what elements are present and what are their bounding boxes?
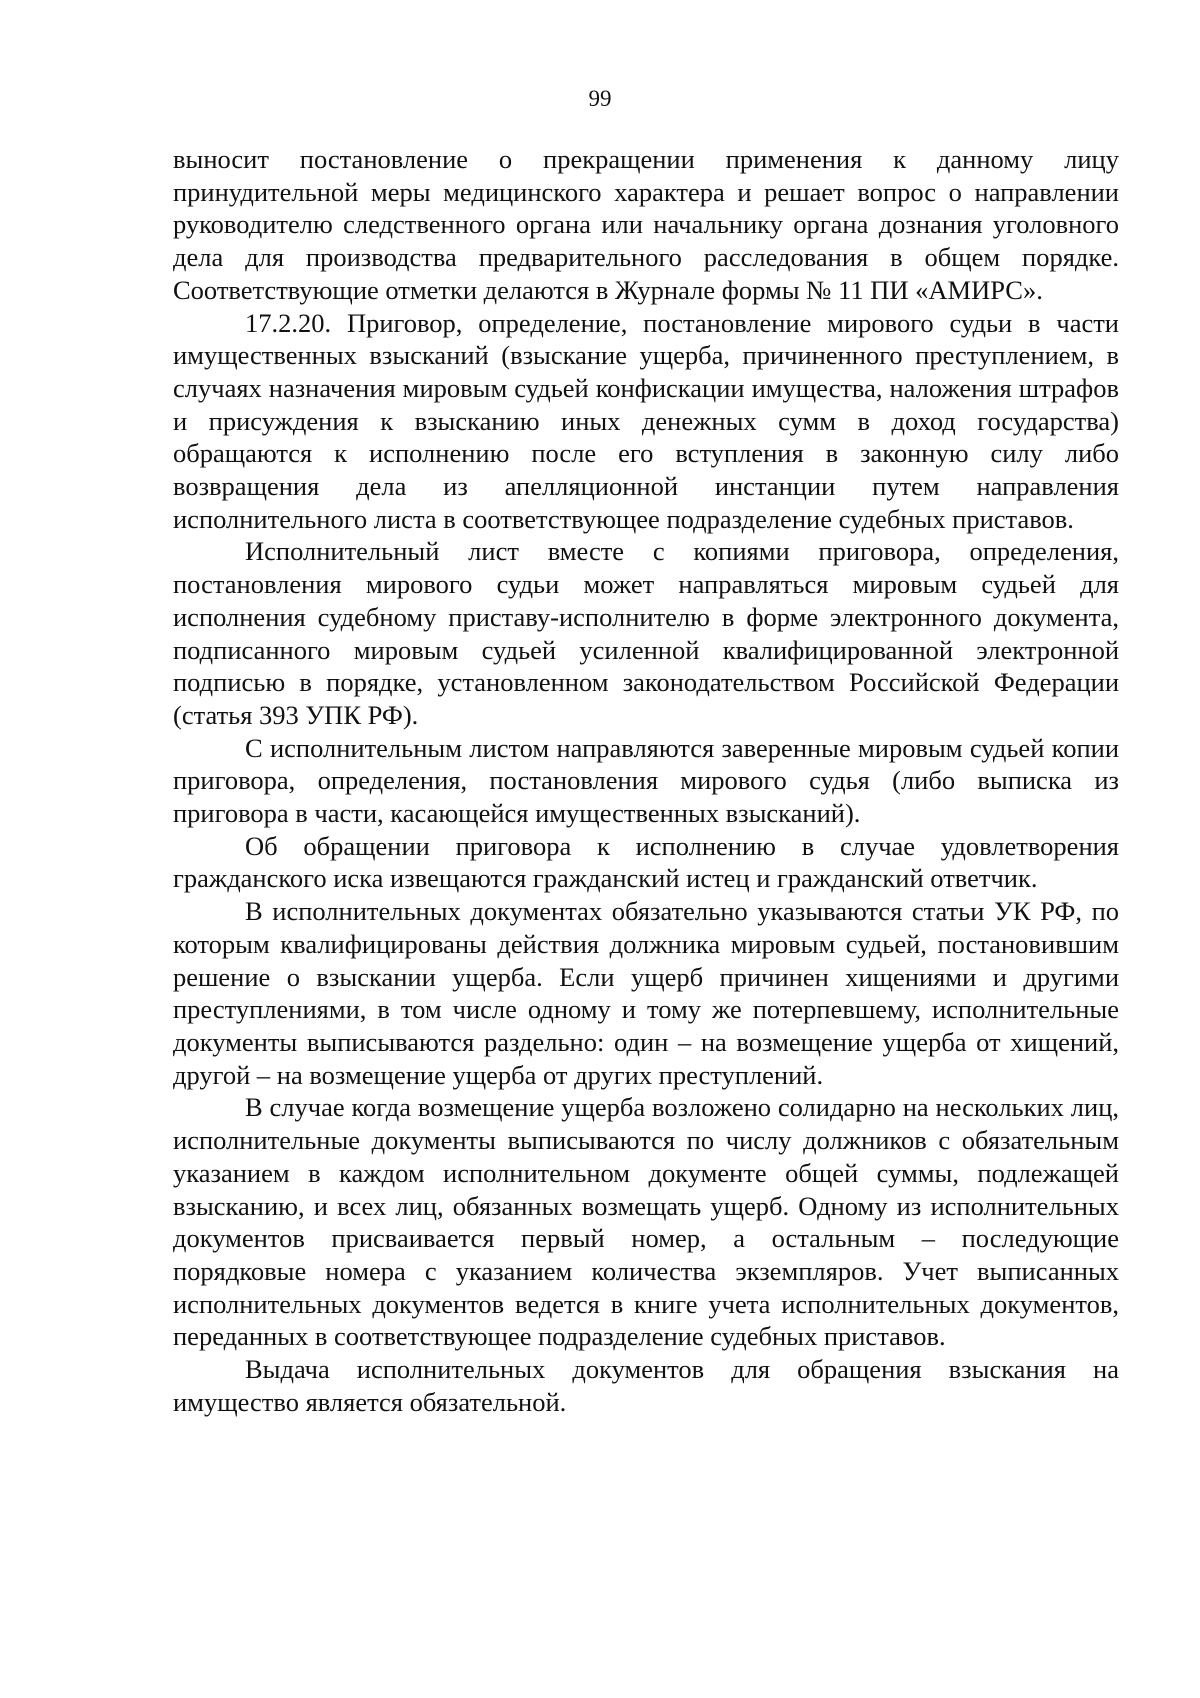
page-number: 99 — [588, 86, 612, 111]
paragraph-17-2-20: 17.2.20. Приговор, определение, постановление мирового судьи в части имущественных взысканий (взыскание ущерба, причиненного преступлением, в случаях назначения мировым судьей конфискации имущества, наложения штрафов и присуждения к взысканию иных денежных сумм в доход государства) обращаются к исполнению после его вступления в законную силу либо возвращения дела из апелляционной инстанции путем направления исполнительного листа в соответствующее подразделение судебных приставов. — [173, 307, 1119, 534]
paragraph-joint-liability: В случае когда возмещение ущерба возложено солидарно на нескольких лиц, исполнительные документы выписываются по числу должников с обязательным указанием в каждом исполнительном документе общей суммы, подлежащей взысканию, и всех лиц, обязанных возмещать ущерб. Одному из исполнительных документов присваивается первый номер, а остальным – последующие порядковые номера с указанием количества экземпляров. Учет выписанных исполнительных документов ведется в книге учета исполнительных документов, переданных в соответствующее подразделение судебных приставов. — [173, 1092, 1119, 1352]
paragraph-issuance-mandatory: Выдача исполнительных документов для обращения взыскания на имущество является обязательной. — [173, 1354, 1119, 1417]
document-body — [173, 143, 1119, 1418]
paragraph-criminal-code-articles: В исполнительных документах обязательно указываются статьи УК РФ, по которым квалифицированы действия должника мировым судьей, постановившим решение о взыскании ущерба. Если ущерб причинен хищениями и другими преступлениями, в том числе одному и тому же потерпевшему, исполнительные документы выписываются раздельно: один – на возмещение ущерба от хищений, другой – на возмещение ущерба от других преступлений. — [173, 896, 1119, 1090]
paragraph-electronic-writ: Исполнительный лист вместе с копиями приговора, определения, постановления мирового судьи может направляться мировым судьей для исполнения судебному приставу-исполнителю в форме электронного документа, подписанного мировым судьей усиленной квалифицированной электронной подписью в порядке, установленном законодательством Российской Федерации (статья 393 УПК РФ). — [173, 536, 1119, 730]
paragraph-civil-claim-notice: Об обращении приговора к исполнению в случае удовлетворения гражданского иска извещаются гражданский истец и гражданский ответчик. — [173, 830, 1119, 894]
paragraph-continuation: выносит постановление о прекращении применения к данному лицу принудительной меры медицинского характера и решает вопрос о направлении руководителю следственного органа или начальнику органа дознания уголовного дела для производства предварительного расследования в общем порядке. Соответствующие отметки делаются в Журнале формы № 11 ПИ «АМИРС». — [173, 144, 1119, 305]
paragraph-certified-copies: С исполнительным листом направляются заверенные мировым судьей копии приговора, определения, постановления мирового судья (либо выписка из приговора в части, касающейся имущественных взысканий). — [173, 732, 1119, 829]
